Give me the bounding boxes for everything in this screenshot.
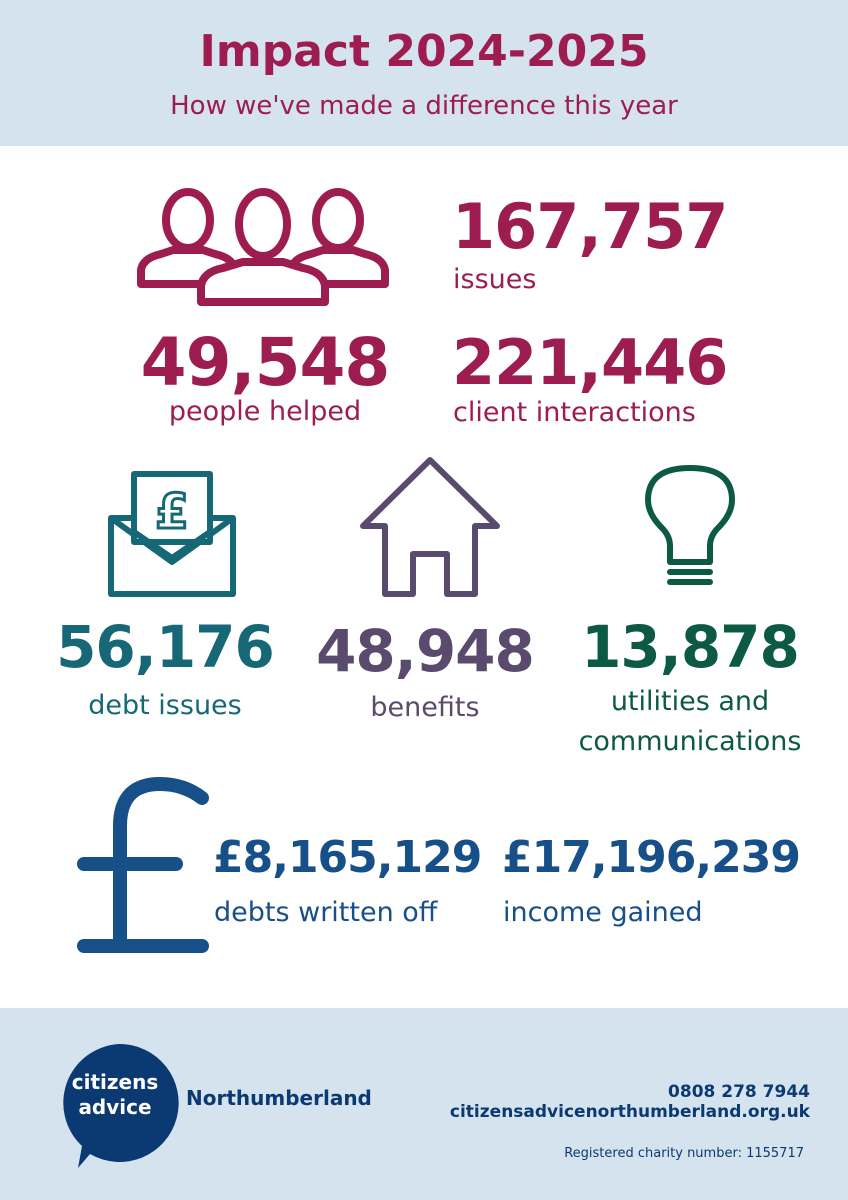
- issues-value: 167,757: [452, 190, 728, 263]
- svg-text:£: £: [155, 484, 189, 540]
- branch-name: Northumberland: [186, 1086, 372, 1110]
- debt-issues-value: 56,176: [56, 613, 274, 681]
- footer-panel: [0, 1008, 848, 1200]
- income-gained-value: £17,196,239: [502, 832, 800, 883]
- phone-number[interactable]: 0808 278 7944: [668, 1082, 810, 1102]
- client-interactions-value: 221,446: [452, 326, 728, 399]
- issues-label: issues: [453, 264, 537, 295]
- people-helped-value: 49,548: [140, 324, 390, 401]
- utilities-value: 13,878: [581, 613, 799, 681]
- house-icon: [357, 454, 503, 600]
- utilities-label-line1: utilities and: [610, 686, 770, 717]
- header-banner: [0, 0, 848, 146]
- income-gained-label: income gained: [503, 897, 703, 928]
- debts-written-off-label: debts written off: [214, 897, 438, 928]
- lightbulb-icon: [640, 462, 740, 592]
- website-link[interactable]: citizensadvicenorthumberland.org.uk: [449, 1102, 810, 1122]
- client-interactions-label: client interactions: [453, 397, 696, 428]
- debts-written-off-value: £8,165,129: [213, 832, 482, 883]
- logo-text-line1: citizens: [71, 1070, 159, 1094]
- logo-text-line2: advice: [78, 1095, 152, 1119]
- benefits-label: benefits: [370, 692, 480, 723]
- envelope-pound-icon: [106, 470, 238, 600]
- pound-sign-icon: [74, 776, 214, 956]
- charity-number: Registered charity number: 1155717: [564, 1146, 804, 1161]
- people-helped-label: people helped: [168, 396, 362, 427]
- benefits-value: 48,948: [316, 617, 534, 685]
- debt-issues-label: debt issues: [88, 690, 242, 721]
- page-title: Impact 2024-2025: [199, 26, 649, 77]
- people-group-icon: [133, 186, 403, 306]
- page-subtitle: How we've made a difference this year: [170, 91, 678, 121]
- utilities-label-line2: communications: [578, 726, 802, 757]
